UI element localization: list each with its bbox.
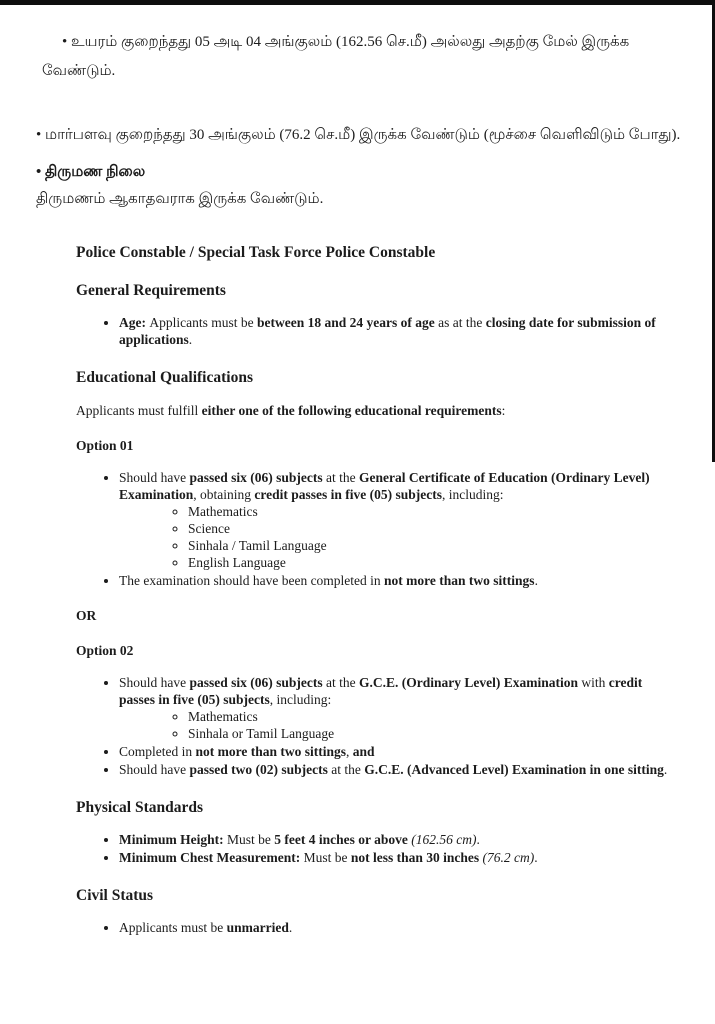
list-item: [119, 761, 670, 778]
list-item-text: Applicants must be unmarried.: [119, 920, 293, 935]
subject-item: ◦ Sinhala / Tamil Language: [188, 537, 670, 554]
list-item: [119, 674, 670, 742]
or-separator: OR: [76, 608, 97, 623]
physical-standards-list: [76, 831, 670, 866]
list-item-age: [119, 314, 670, 348]
option-01-subjects: [119, 503, 670, 571]
subject-item: ◦ Science: [188, 520, 670, 537]
list-item-text: Should have passed six (06) subjects at the General Certificate of Education (Ordinary Level) Examination, obtaining credit passes in five (05) subjects, including:: [119, 470, 650, 502]
list-item-chest: [119, 849, 670, 866]
list-item: [119, 469, 670, 571]
general-requirements-list: [76, 314, 670, 348]
list-item-text: Should have passed six (06) subjects at the G.C.E. (Ordinary Level) Examination with credit passes in five (05) subjects, including:: [119, 675, 643, 707]
tamil-height-requirement: • உயரம் குறைந்தது 05 அடி 04 அங்குலம் (162.56 செ.மீ) அல்லது அதற்கு மேல் இருக்க வேண்டும்.: [36, 28, 693, 86]
civil-status-list: [76, 919, 670, 936]
subject-item: ◦ Sinhala or Tamil Language: [188, 725, 670, 742]
option-02-heading: Option 02: [76, 643, 134, 658]
subject-item: ◦ English Language: [188, 554, 670, 571]
list-item-unmarried: [119, 919, 670, 936]
list-item-text: Completed in not more than two sittings, and: [119, 744, 375, 759]
list-item-text: Minimum Height: Must be 5 feet 4 inches or above (162.56 cm).: [119, 832, 480, 847]
general-requirements-heading: General Requirements: [76, 282, 226, 299]
option-02-subjects: [119, 708, 670, 742]
list-item: [119, 743, 670, 760]
list-item: [119, 572, 670, 589]
subject-item: ◦ Mathematics: [188, 708, 670, 725]
civil-status-heading: Civil Status: [76, 887, 154, 904]
list-item-text: Age: Applicants must be between 18 and 24 years of age as at the closing date for submission of applications.: [119, 315, 656, 347]
tamil-chest-requirement: • மார்பளவு குறைந்தது 30 அங்குலம் (76.2 செ.மீ) இருக்க வேண்டும் (மூச்சை வெளிவிடும் போது).: [36, 124, 693, 147]
option-01-heading: Option 01: [76, 438, 134, 453]
education-intro: Applicants must fulfill either one of the following educational requirements:: [76, 403, 506, 418]
option-02-list: [76, 674, 670, 778]
list-item-height: [119, 831, 670, 848]
tamil-marital-status-heading: • திருமண நிலை: [36, 161, 693, 184]
tamil-requirements-section: [0, 0, 715, 211]
scan-edge-top: [0, 0, 715, 5]
english-requirements-section: [0, 244, 715, 936]
tamil-marital-status-text: திருமணம் ஆகாதவராக இருக்க வேண்டும்.: [36, 191, 324, 207]
list-item-text: Minimum Chest Measurement: Must be not less than 30 inches (76.2 cm).: [119, 850, 538, 865]
option-01-list: [76, 469, 670, 589]
page-title: Police Constable / Special Task Force Police Constable: [76, 244, 436, 261]
educational-qualifications-heading: Educational Qualifications: [76, 369, 253, 386]
list-item-text: The examination should have been completed in not more than two sittings.: [119, 573, 538, 588]
physical-standards-heading: Physical Standards: [76, 799, 204, 816]
subject-item: ◦ Mathematics: [188, 503, 670, 520]
list-item-text: Should have passed two (02) subjects at the G.C.E. (Advanced Level) Examination in one sitting.: [119, 762, 668, 777]
